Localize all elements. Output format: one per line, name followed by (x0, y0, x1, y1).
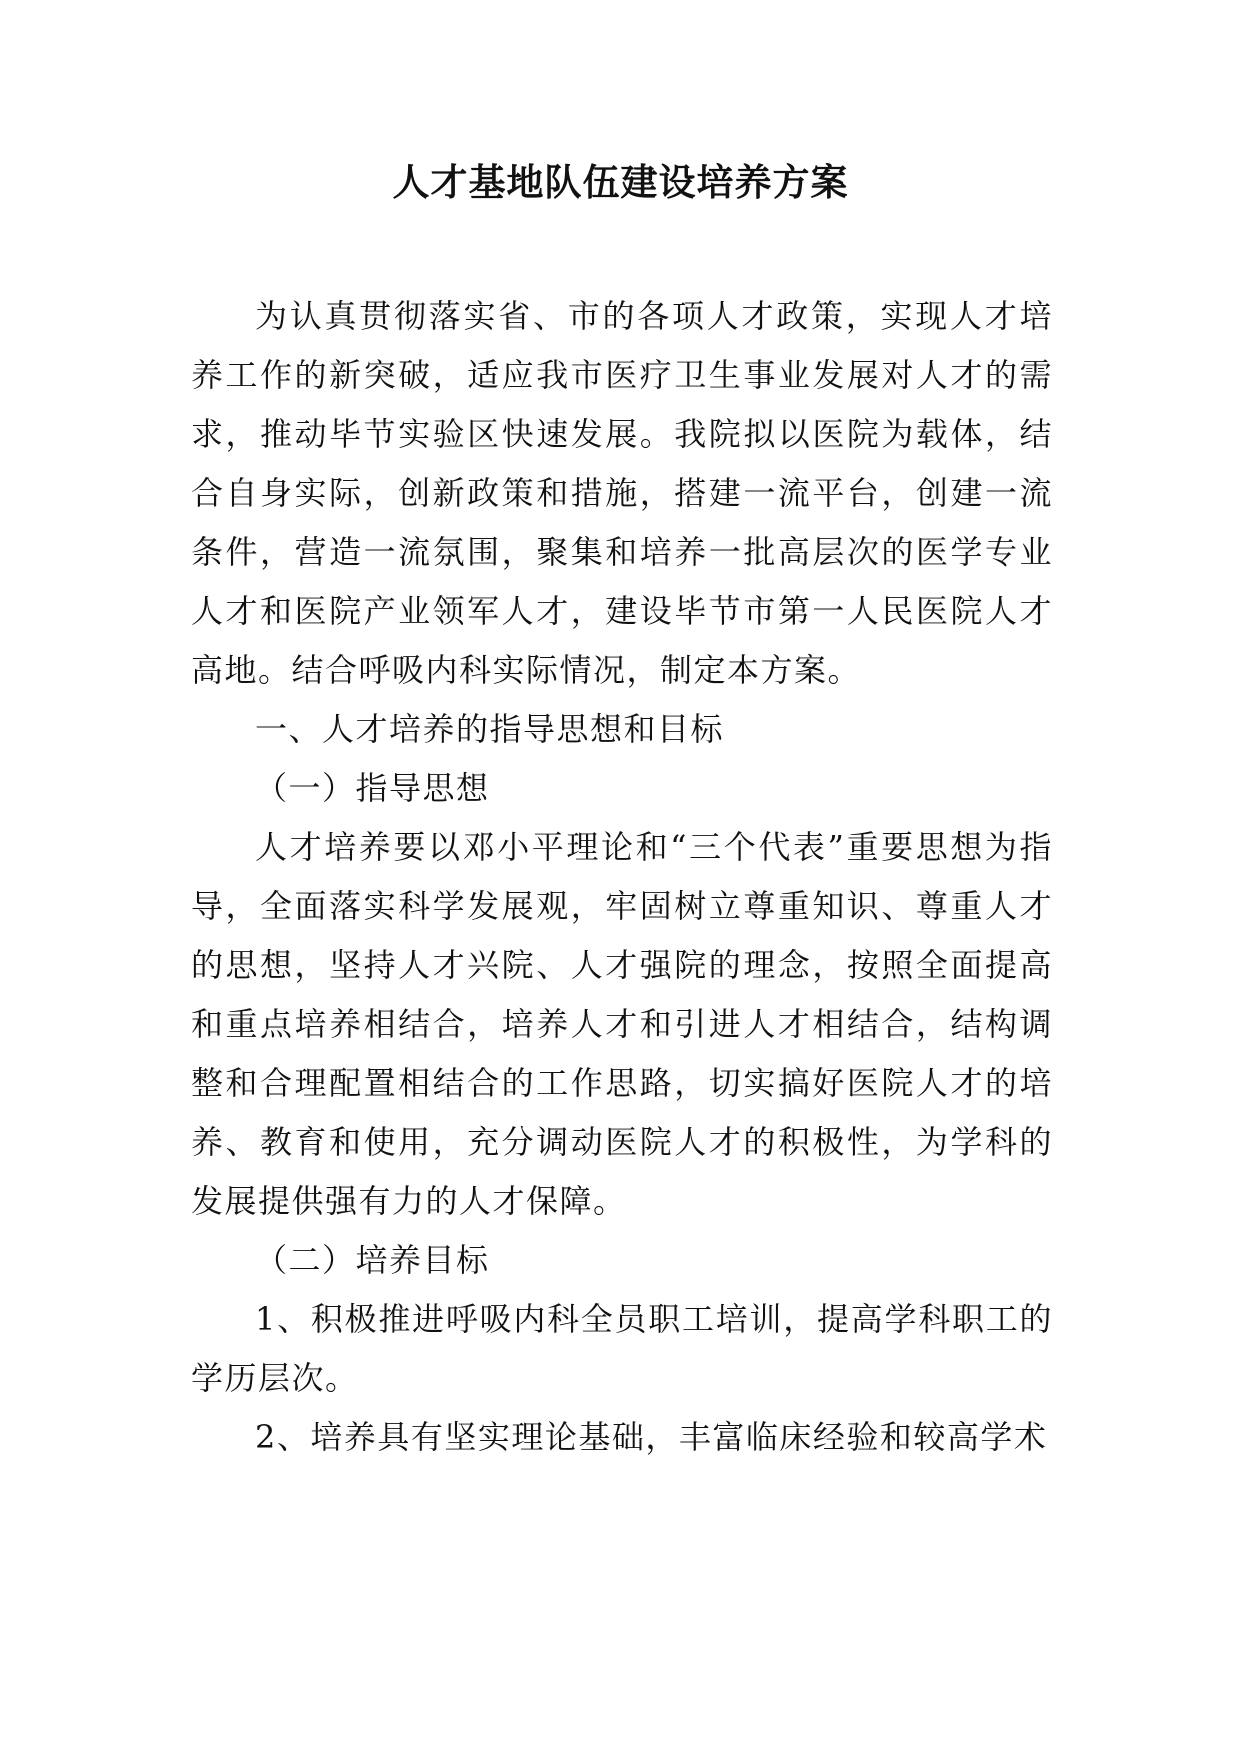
intro-paragraph: 为认真贯彻落实省、市的各项人才政策，实现人才培养工作的新突破，适应我市医疗卫生事业发展对人才的需求，推动毕节实验区快速发展。我院拟以医院为载体，结合自身实际，创新政策和措施，搭建一流平台，创建一流条件，营造一流氛围，聚集和培养一批高层次的医学专业人才和医院产业领军人才，建设毕节市第一人民医院人才高地。结合呼吸内科实际情况，制定本方案。 (191, 297, 1053, 689)
document-title: 人才基地队伍建设培养方案 (392, 160, 849, 204)
guiding-thought-paragraph: 人才培养要以邓小平理论和“三个代表”重要思想为指导，全面落实科学发展观，牢固树立尊重知识、尊重人才的思想，坚持人才兴院、人才强院的理念，按照全面提高和重点培养相结合，培养人才和引进人才相结合，结构调整和合理配置相结合的工作思路，切实搞好医院人才的培养、教育和使用，充分调动医院人才的积极性，为学科的发展提供强有力的人才保障。 (191, 828, 1053, 1220)
subsection-heading-guiding-thought: （一）指导思想 (255, 769, 490, 807)
document-body (191, 287, 1053, 1467)
goal-item-1: 1、积极推进呼吸内科全员职工培训，提高学科职工的学历层次。 (191, 1300, 1053, 1397)
section-heading-1: 一、人才培养的指导思想和目标 (255, 710, 725, 748)
subsection-heading-training-goals: （二）培养目标 (255, 1241, 490, 1279)
goal-item-2: 2、培养具有坚实理论基础，丰富临床经验和较高学术 (255, 1418, 1048, 1456)
